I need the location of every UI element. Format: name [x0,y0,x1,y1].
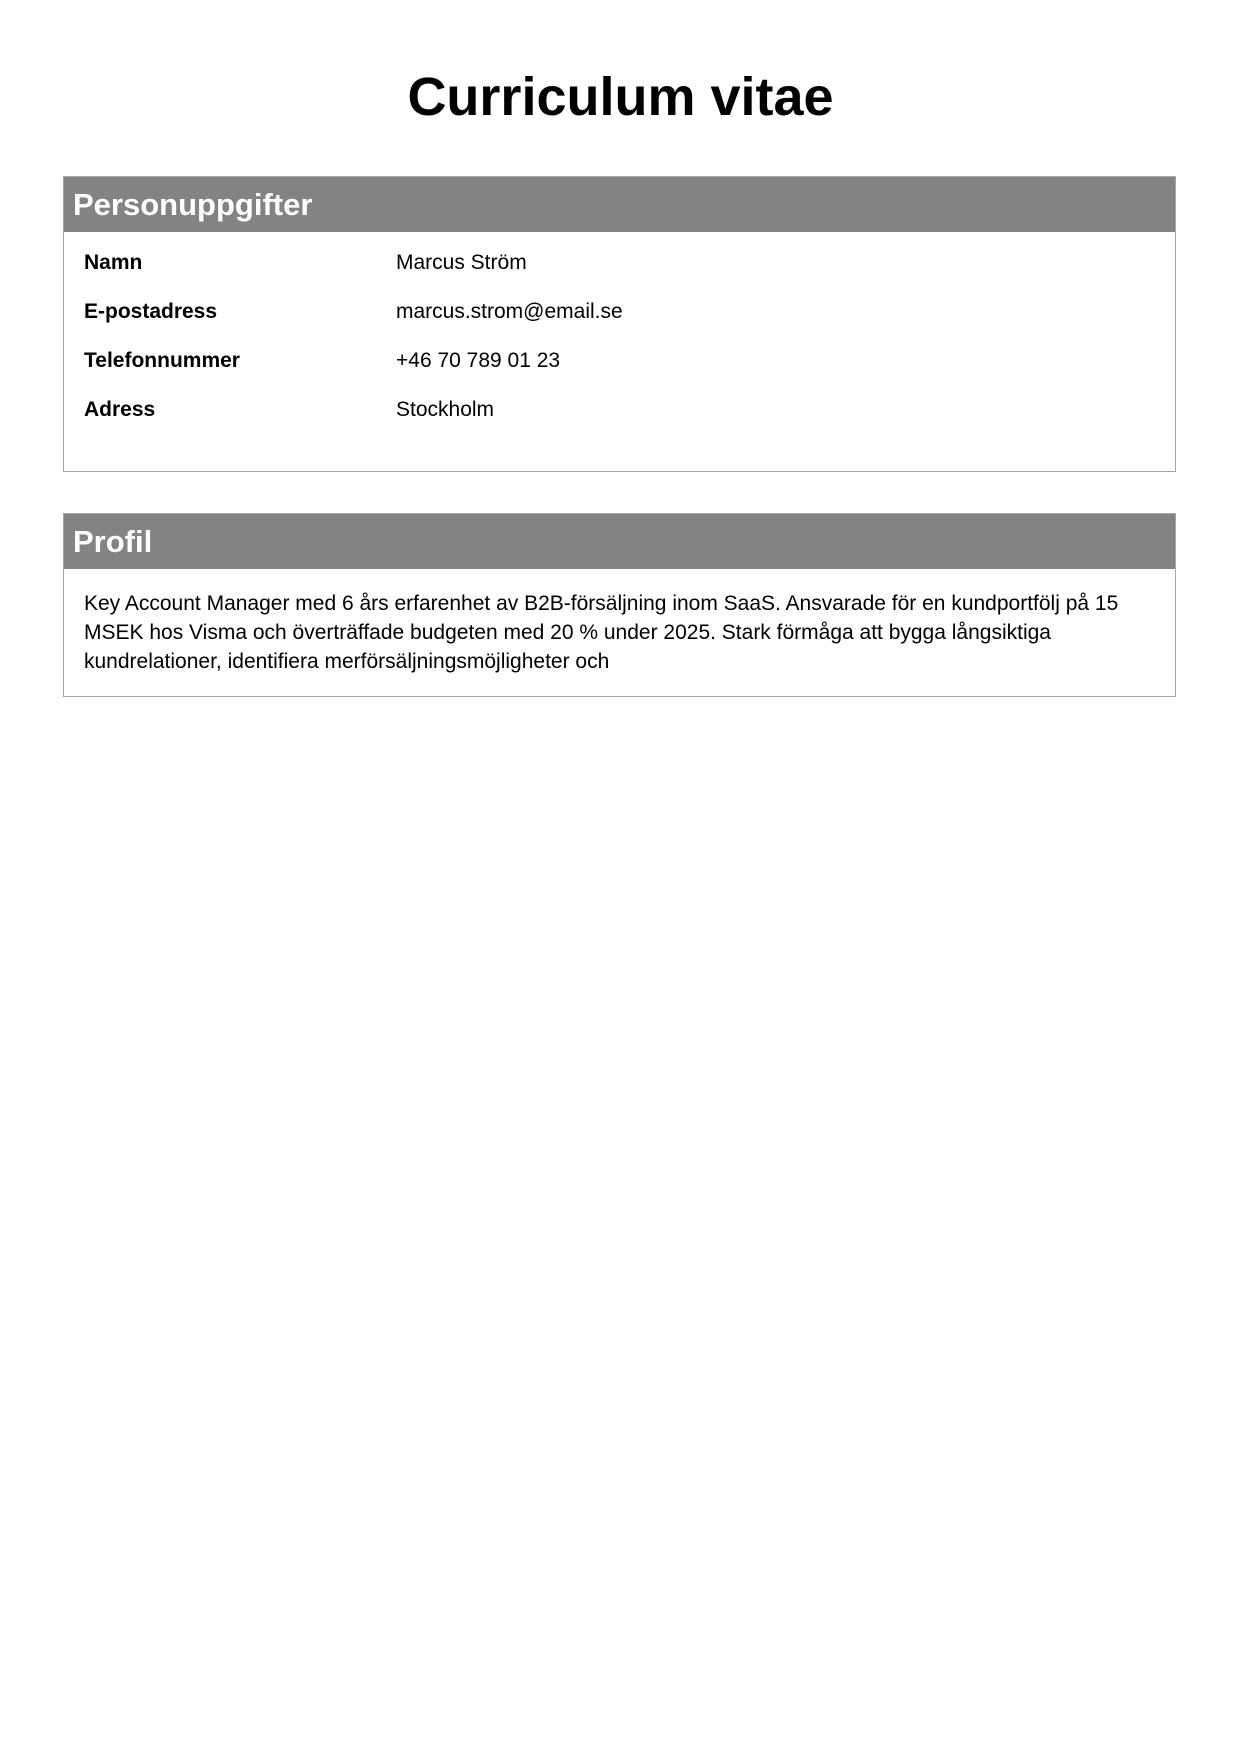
info-row-name [84,248,1144,278]
personal-info-heading: Personuppgifter [64,177,1175,232]
profile-text: Key Account Manager med 6 års erfarenhet av B2B-försäljning inom SaaS. Ansvarade för en kundportfölj på 15 MSEK hos Visma och överträffade budgeten med 20 % under 2025. Stark förmåga att bygga långsiktiga kundrelationer, identifiera merförsäljningsmöjligheter och [84,592,1119,673]
info-value: Stockholm [396,398,495,421]
info-row-email [84,297,1144,327]
profile-section [63,513,1176,697]
info-value: +46 70 789 01 23 [396,349,561,372]
info-label: E-postadress [84,300,218,323]
info-value: marcus.strom@email.se [396,300,623,323]
info-label: Telefonnummer [84,349,240,372]
info-value: Marcus Ström [396,251,527,274]
info-label: Adress [84,398,156,421]
info-row-phone [84,346,1144,376]
personal-info-section [63,176,1176,472]
info-row-address [84,395,1144,425]
page-title: Curriculum vitae [407,67,834,127]
info-label: Namn [84,251,143,274]
profile-heading: Profil [64,514,1175,569]
